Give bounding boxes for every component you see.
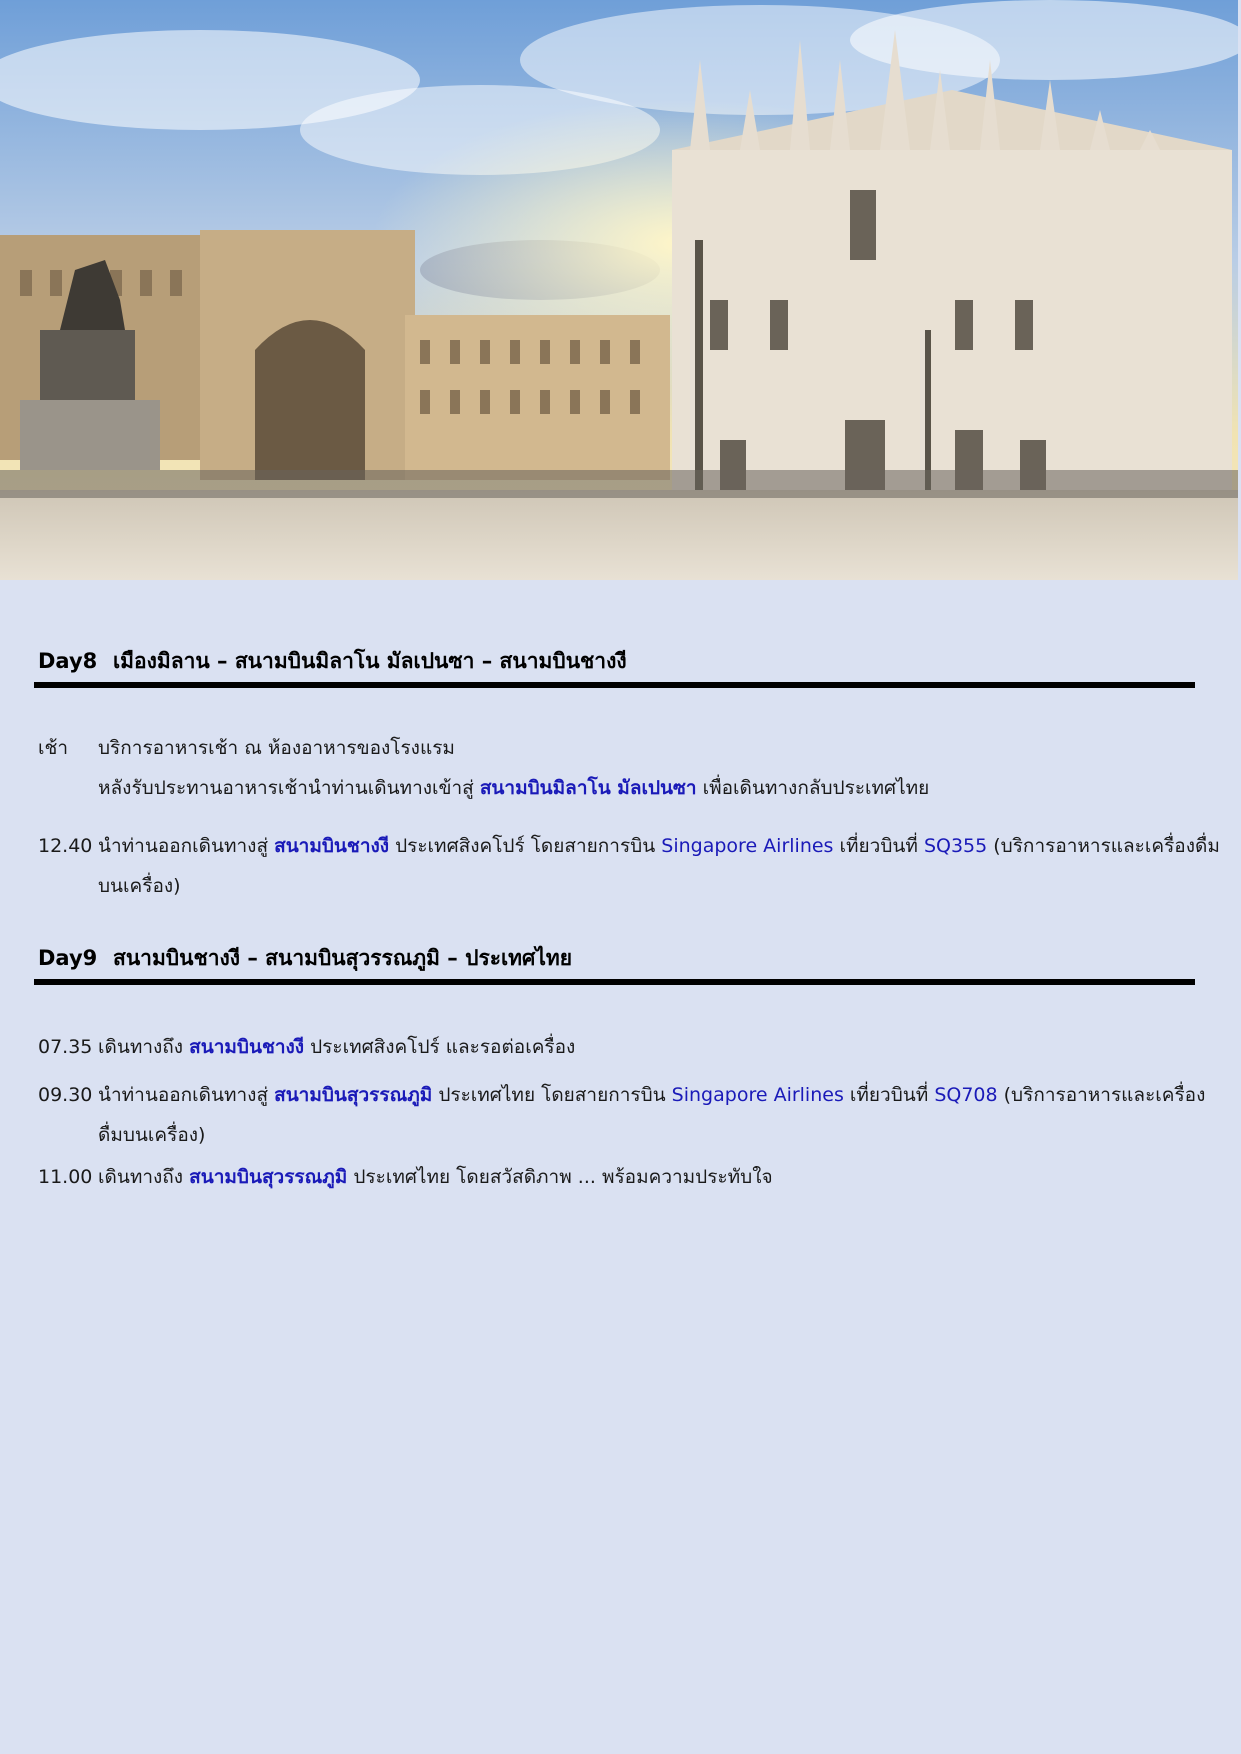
- day-header: [38, 942, 1188, 975]
- airline-name: Singapore Airlines: [671, 1084, 844, 1106]
- place-name: สนามบินชางงี: [189, 1036, 305, 1058]
- time-label: 12.40: [38, 835, 93, 857]
- text-part: ประเทศไทย โดยสายการบิน: [432, 1084, 672, 1106]
- activity-text: [98, 826, 1230, 906]
- text-part: ประเทศสิงคโปร์ โดยสายการบิน: [389, 835, 662, 857]
- activity-text: [98, 728, 1230, 808]
- flight-number: SQ355: [923, 835, 988, 857]
- text-part: เที่ยวบินที่: [843, 1084, 935, 1106]
- divider-rule: [34, 682, 1195, 688]
- day-label: Day9: [38, 946, 98, 970]
- text-part: ประเทศสิงคโปร์ และรอต่อเครื่อง: [304, 1036, 576, 1058]
- text-part: เดินทางถึง: [98, 1036, 190, 1058]
- place-name: สนามบินชางงี: [274, 835, 390, 857]
- text-part: นำท่านออกเดินทางสู่: [98, 1084, 275, 1106]
- day-label: Day8: [38, 649, 98, 673]
- text-part: นำท่านออกเดินทางสู่: [98, 835, 275, 857]
- activity-line: หลังรับประทานอาหารเช้านำท่านเดินทางเข้าสู่: [98, 777, 480, 799]
- activity-text: [98, 1157, 1230, 1197]
- day-header: [38, 645, 1188, 678]
- day-title: เมืองมิลาน – สนามบินมิลาโน มัลเปนซา – สนามบินชางงี: [113, 649, 627, 673]
- activity-line: เพื่อเดินทางกลับประเทศไทย: [696, 777, 930, 799]
- text-part: (บริการอาหารและเครื่องดื่มบนเครื่อง): [98, 835, 1220, 897]
- airline-name: Singapore Airlines: [661, 835, 834, 857]
- flight-number: SQ708: [934, 1084, 998, 1106]
- activity-text: [98, 1075, 1230, 1155]
- place-name: สนามบินสุวรรณภูมิ: [189, 1166, 348, 1188]
- activity-text: [98, 1027, 1230, 1067]
- activity-line: บริการอาหารเช้า ณ ห้องอาหารของโรงแรม: [98, 737, 455, 759]
- time-label: 11.00: [38, 1166, 93, 1188]
- place-name: สนามบินมิลาโน มัลเปนซา: [479, 777, 697, 799]
- text-part: เดินทางถึง: [98, 1166, 190, 1188]
- place-name: สนามบินสุวรรณภูมิ: [274, 1084, 433, 1106]
- divider-rule: [34, 979, 1195, 985]
- time-label: เช้า: [38, 737, 69, 759]
- text-part: (บริการอาหารและเครื่องดื่มบนเครื่อง): [98, 1084, 1206, 1146]
- time-label: 07.35: [38, 1036, 93, 1058]
- time-label: 09.30: [38, 1084, 93, 1106]
- text-part: เที่ยวบินที่: [833, 835, 924, 857]
- hero-photo: [0, 0, 1238, 580]
- text-part: ประเทศไทย โดยสวัสดิภาพ ... พร้อมความประทับใจ: [347, 1166, 773, 1188]
- day-title: สนามบินชางงี – สนามบินสุวรรณภูมิ – ประเทศไทย: [113, 946, 573, 970]
